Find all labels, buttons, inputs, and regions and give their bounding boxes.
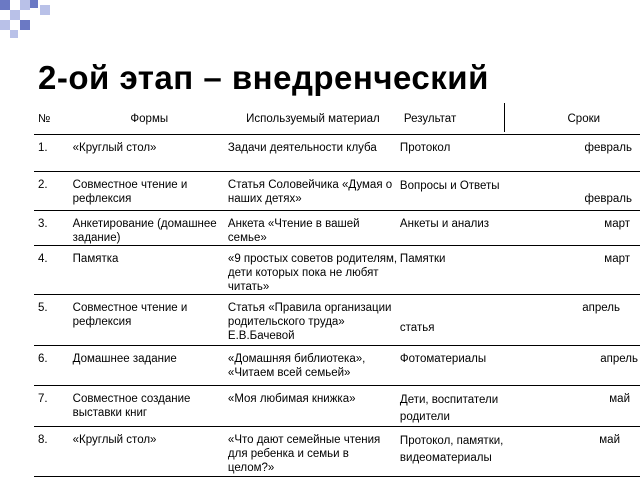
table-row: [34, 246, 640, 295]
table-row: [34, 427, 640, 477]
cell-material: Статья Соловейчика «Думая о наших детях»: [226, 172, 398, 211]
cell-term: март: [528, 211, 640, 246]
cell-number: 3.: [34, 211, 71, 246]
stages-table: [34, 104, 640, 477]
cell-result: статья: [398, 295, 528, 346]
cell-form: Совместное чтение и рефлексия: [71, 295, 226, 346]
cell-material: Статья «Правила организации родительского труда» Е.В.Бачевой: [226, 295, 398, 346]
cell-material: Анкета «Чтение в вашей семье»: [226, 211, 398, 246]
cell-form: «Круглый стол»: [71, 427, 226, 477]
cell-term: февраль: [528, 172, 640, 211]
table-row: [34, 346, 640, 386]
table-row: [34, 135, 640, 172]
cell-material: Задачи деятельности клуба: [226, 135, 398, 172]
header-number: №: [34, 104, 71, 135]
cell-form: Анкетирование (домашнее задание): [71, 211, 226, 246]
header-terms: Сроки: [528, 104, 640, 135]
cell-term: май: [528, 386, 640, 427]
cell-form: «Круглый стол»: [71, 135, 226, 172]
cell-term: май: [528, 427, 640, 477]
cell-number: 5.: [34, 295, 71, 346]
table-row: [34, 386, 640, 427]
cell-result: Протокол, памятки, видеоматериалы: [398, 427, 528, 477]
slide-title: 2-ой этап – внедренческий: [38, 59, 489, 96]
cell-number: 2.: [34, 172, 71, 211]
cell-form: Совместное создание выставки книг: [71, 386, 226, 427]
cell-number: 7.: [34, 386, 71, 427]
cell-term: февраль: [528, 135, 640, 172]
cell-number: 4.: [34, 246, 71, 295]
header-forms: Формы: [71, 104, 226, 135]
table-row: [34, 211, 640, 246]
cell-form: Домашнее задание: [71, 346, 226, 386]
cell-form: Памятка: [71, 246, 226, 295]
cell-term: март: [528, 246, 640, 295]
cell-material: «Что дают семейные чтения для ребенка и семьи в целом?»: [226, 427, 398, 477]
cell-material: «Моя любимая книжка»: [226, 386, 398, 427]
cell-result: Анкеты и анализ: [398, 211, 528, 246]
cell-term: апрель: [528, 346, 640, 386]
cell-result: Фотоматериалы: [398, 346, 528, 386]
table-row: [34, 295, 640, 346]
cell-result: Вопросы и Ответы: [398, 172, 528, 211]
header-material: Используемый материал: [226, 104, 398, 135]
table-header-row: [34, 104, 640, 135]
cell-number: 1.: [34, 135, 71, 172]
cell-number: 8.: [34, 427, 71, 477]
header-result: Результат: [398, 104, 528, 135]
cell-material: «Домашняя библиотека», «Читаем всей семьей»: [226, 346, 398, 386]
cell-result: Дети, воспитатели родители: [398, 386, 528, 427]
corner-decoration: [0, 0, 60, 40]
table-row: [34, 172, 640, 211]
cell-result: Памятки: [398, 246, 528, 295]
cell-material: «9 простых советов родителям, дети которых пока не любят читать»: [226, 246, 398, 295]
cell-form: Совместное чтение и рефлексия: [71, 172, 226, 211]
cell-number: 6.: [34, 346, 71, 386]
cell-result: Протокол: [398, 135, 528, 172]
cell-term: апрель: [528, 295, 640, 346]
